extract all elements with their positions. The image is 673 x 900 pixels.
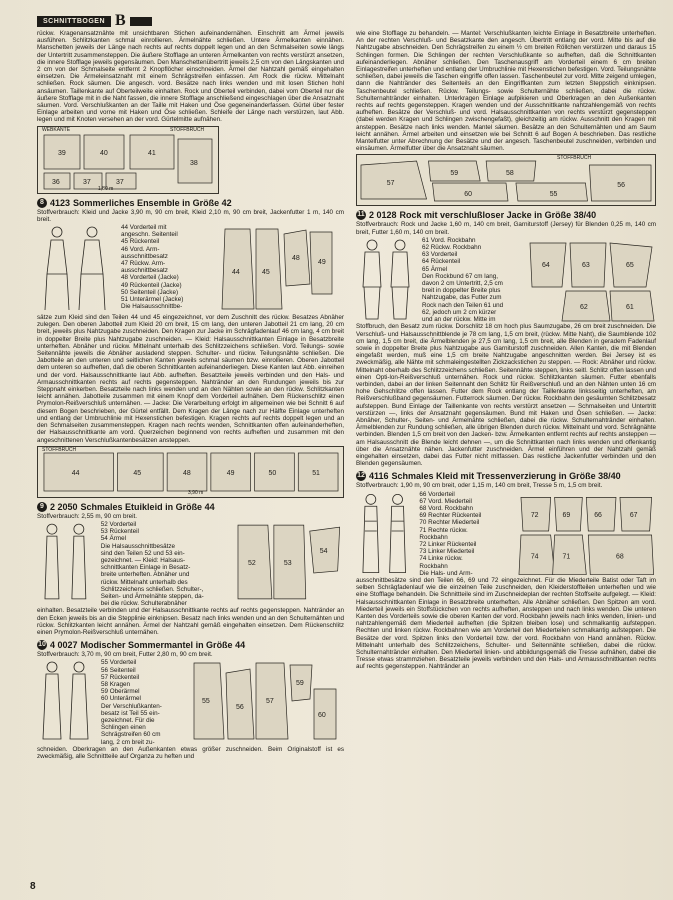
pattern-piece-entry: Schlingen einen — [101, 724, 146, 732]
pattern-piece-entry: breit in doppelter Breite plus — [422, 287, 501, 295]
svg-text:45: 45 — [262, 269, 270, 277]
pattern-piece-entry: angeschn. Seitenteil — [121, 231, 178, 239]
svg-text:37: 37 — [83, 178, 91, 186]
svg-text:65: 65 — [626, 261, 634, 269]
pattern-piece-entry: 62 Rückw. Rockbahn — [422, 244, 482, 252]
svg-text:74: 74 — [531, 553, 539, 561]
figure-10-coat — [37, 659, 97, 743]
header-bar — [130, 17, 152, 26]
pattern-piece-entry: 45 Rückenteil — [121, 238, 160, 246]
svg-text:38: 38 — [190, 159, 198, 167]
svg-text:56: 56 — [236, 704, 244, 712]
pattern-piece-entry: 72 Linker Rückenteil — [419, 540, 477, 548]
section-8-heading: Sommerliches Ensemble in Größe 42 — [73, 197, 232, 208]
svg-text:71: 71 — [562, 553, 571, 561]
svg-text:69: 69 — [562, 511, 571, 519]
section-12-code: 4116 — [369, 471, 389, 482]
pattern-piece-entry: 50 Seitenteil (Jacke) — [121, 288, 179, 296]
section-12-heading: Schmales Kleid mit Tressenverzierung in Größe 38/40 — [391, 471, 621, 482]
svg-text:68: 68 — [616, 553, 625, 561]
pattern-pieces-11 — [526, 237, 656, 323]
svg-text:40: 40 — [100, 149, 108, 157]
pattern-piece-entry: rückw. Mittelnaht unterhalb des — [100, 578, 188, 586]
svg-text:64: 64 — [542, 261, 550, 269]
section-8-code: 4123 — [50, 197, 71, 208]
section-11-number: 11 — [357, 211, 365, 219]
pattern-piece-entry: 74 Linke rückw. — [419, 555, 463, 563]
svg-text:54: 54 — [320, 547, 328, 555]
pattern-piece-entry: 54 Ärmel — [100, 535, 126, 543]
pattern-piece-entry: 48 Vorderteil (Jacke) — [121, 274, 179, 282]
pattern-piece-entry: 58 Kragen — [101, 680, 131, 688]
pattern-piece-entry: 73 Linker Miederteil — [419, 548, 475, 556]
svg-text:36: 36 — [52, 178, 60, 186]
svg-text:49: 49 — [226, 469, 235, 477]
section-11-body: Stoffbruch, den Besatz zum rückw. Dorschlitz 18 cm hoch plus Saumzugabe, 26 cm breit zuschneiden. Die Verschluß- und Halsausschnittblende je 78 cm lang, 1,5 cm breit, (rückw. Mitte Naht), die Saumblende 102 cm lang, 1,5 cm breit, die Ärmelblenden je 27,5 cm lang, 1,5 cm breit, alle Blenden in geradem Fadenlauf sowie in doppelter Breite plus Nahtzugabe aus Garniturstoff zuschneiden. Allen Kanten, die mit Blenden eingefaßt werden, muß eine 1,5 cm breite Nahtzugabe angeschnitten werden. Bei Jersey ist es zweckmäßig, alle Nähte mit schmaleingestellten Zickzackstichen zu steppen. — Rock: Abnäher und rückw. Mittelnaht oberhalb des Schlitzzeichens schließen. Seitennähte steppen, links seitl. Schlitz offen lassen und einen Opti-lon-Reißverschluß unternähen. Rock und rückw. Schlitzkanten säumen. Futter ebenfalls verbinden, dabei an der linken Seitennaht den Schlitz für Reißverschluß und an den Nähten unten 16 cm hohe Gehschlitze offen lassen. Futter dem Rock entlang der Taillenkante linksseitig unterheften, am Reißverschlußband gegensäumen. Futterrock säumen. Der rückw. Rockbahn den gesäumten Schlitzbesatz aufsteppen. Bund Einlage der Taillenkante von rechts verstürzt ansetzen — Schmalseiten und Untertritt verstürzen —, links der Ansatznaht gegensäumen. Bund mit Haken und Ösen schließen. — Jacke: Abnäher, Schulter-, Seiten- und Ärmelnähte schließen, dabei die rückw. Schulternahtränder einhalten. Ärmelblenden zur Rundung schließen, alle übrigen Blenden durch rückw. Mittelnaht und vord. Schrägnähte verbinden. Blenden 1,5 cm breit von den Jacken- bzw. Ärmelkanten entfernt rechts auf rechts ansteppen — am Halsausschnitt die Blende leicht dehnen —, um die Schnittkanten nach links wenden und offenkantig über die Ansatznähte nähen. Jackenfutter zuschneiden. Ärmel einführen und der Nahtzahl gemäß eingehalten einsetzen, dabei das Futter nicht mitfassen. Das restliche Jackenfutter verbinden und den Blenden gegensäumen. — [356, 323, 656, 468]
svg-text:41: 41 — [148, 149, 156, 157]
section-12-pieces — [419, 491, 513, 577]
page-header — [37, 14, 152, 28]
section-10-code: 4 0027 — [50, 640, 78, 651]
pattern-piece-entry: 65 Ärmel — [422, 265, 448, 273]
pattern-piece-entry: 61 Vord. Rockbahn — [422, 236, 476, 244]
page-number: 8 — [30, 881, 36, 892]
pattern-piece-entry: ausschnittbesatz — [121, 252, 168, 260]
section-8-usage: Stoffverbrauch: Kleid und Jacke 3,90 m, 90 cm breit, Kleid 2,10 m, 90 cm breit, Jackenfutter 1 m, 140 cm breit. — [37, 208, 344, 223]
pattern-piece-entry: 69 Rechter Rückenteil — [419, 512, 482, 520]
pattern-piece-entry: 63 Vorderteil — [422, 251, 458, 259]
pattern-piece-entry: Schlitzzeichens schließen. Schulter-, — [100, 585, 204, 593]
pattern-piece-entry: 57 Rückenteil — [101, 673, 140, 681]
pattern-piece-entry: Rock nach den Teilen 61 und — [422, 301, 504, 309]
section-11-pieces — [422, 237, 522, 323]
intro-text-right: wie eine Stofflage zu behandeln. — Mantel: Verschlußkanten leichte Einlage in Besatzbreite unterheften. An der rechten Verschluß- und Besatzkante den angesch. Übertritt entlang der vord. Mitte bis auf die Nahtzugabe abschneiden. Den Schrägstreifen zu einem ½ cm breiten Röllchen verstürzen und daraus 15 Schlingen formen. Die Schlingen der rechten Verschlußkante so aufheften, daß die Schnittkanten aufeinanderliegen. Abnäher schließen. Den Taschenausgriff am Vorderteil einem 6 cm breiten Einlagestreifen unterheften und entlang der Umbruchlinie mit Hexenstichen befestigen. Vord. Teilungsnähte schließen, dabei jeweils die Taschen eingriffe offen lassen. Taschenbeutel zur vord. Mitte zeigend umlegen, dann die Nahtränder des Seitenteils an den Eingriffkanten zum letzten Steppstich einknipsen. Taschenbeutel schließen. Rückw. Teilungs- sowie Schulternähte schließen, dabei die rückw. Schulternahtränder einhalten. Unterkragen Einlage aufpikieren und Oberkragen an den Außenkanten rechts auf rechts gegensteppen. Kragen wenden und der Ausschnittkante nahtzahlengemäß von rechts aufheften. Besätze der Verschluß- und vord. Halsausschnittkanten von rechts verstürzt gegensteppen (dabei werden Kragen und Schlingen zwischengefaßt), gleichzeitig am rückw. Ausschnitt den Kragen mit ansteppen. Besätze nach links wenden. Mantel säumen. Besätze an den Schulternähten und am Saum leicht annähen. Ärmel arbeiten und einsetzen wie bei Schnitt 6 auf Bogen A beschrieben. Das restliche Mantelfutter unter Abrechnung der Besätze und der angesch. Taschenbeutel zuschneiden, verbinden und einsäumen. Ärmelfutter über die Ansatznaht säumen. — [356, 30, 656, 153]
pattern-piece-entry: 70 Rechter Miederteil — [419, 519, 480, 527]
pattern-piece-entry: 52 Vorderteil — [100, 520, 137, 528]
svg-text:53: 53 — [284, 559, 292, 567]
pattern-piece-entry: schnittkanten Einlage in Besatz- — [100, 564, 191, 572]
pattern-piece-entry: 53 Rückenteil — [100, 528, 139, 536]
pattern-piece-entry: 49 Rückenteil (Jacke) — [121, 281, 182, 289]
section-11-heading: Rock mit verschlußloser Jacke in Größe 38/40 — [399, 210, 597, 221]
pattern-piece-entry: gezeichnet. — Kleid: Halsaus- — [100, 556, 186, 564]
section-8-title — [37, 198, 344, 208]
pattern-piece-entry: 55 Vorderteil — [101, 659, 137, 667]
section-tag: SCHNITTBOGEN — [37, 16, 111, 27]
pattern-piece-entry: 68 Vord. Rockbahn — [419, 504, 473, 512]
pattern-pieces-12 — [517, 491, 656, 577]
section-9-title — [37, 502, 344, 512]
section-10-pieces — [101, 659, 186, 745]
svg-text:72: 72 — [531, 511, 539, 519]
pattern-piece-entry: Nahtzugabe, das Futter zum — [422, 294, 502, 302]
section-12-body: ausschnittbesätze sind den Teilen 66, 69 und 72 eingezeichnet. Für die Miederteile Batist oder Taft im selben Schrägfadenlauf wie die einzelnen Teile zuschneiden, den Kleiderstoffteilen unterheften und wie eine Stofflage behandeln. Die Schnittteile sind im Zuschneideplan der rechten Stoffseite aufgelegt. — Kleid: Halsausschnittkanten Einlage in Besatzbreite unterheften. Alle Abnäher schließen. Den Spitzen am vord. Miederteil jeweils ein Stoffstückchen von rechts aufheften, ansteppen und nach links wenden. Die unteren Kanten des Vorderteils sowie die oberen Kanten der vord. Rockbahn jeweils nach links wenden, linien- und nahtzahlengemäß dem Miederteil aufheften (die Spitzen bleiben lose) und schmalkantig aufsteppen. Rechten und linken rückw. Rockbahnen wie am Vorderteil den Miederteilen schmalkantig aufsteppen. Die Besätze der vord. Spitzen links den Vorderteil bzw. der vord. Rockbahn von Hand annähen. Rückw. Mittelnaht unterhalb des Schlitzzeichens, Schulter- und Seitennähte schließen, dabei die rückw. Schulternahtränder einhalten. Den Miederteil linien- und abbildungsgemäß die Tresse aufnähen, dabei die Tresse etwas strammziehen. Besatzteile jeweils verbinden und den Hals- und Armausschnittkanten rechts auf rechts gegensteppen. Nahtränder an — [356, 577, 656, 671]
pattern-piece-entry: 59 Oberärmel — [101, 688, 140, 696]
svg-text:59: 59 — [296, 680, 304, 688]
pattern-piece-entry: breite unterheften. Abnäher und — [100, 571, 190, 579]
section-9-body: einhalten. Besatzteile verbinden und der Halsausschnittkante rechts auf rechts gegensteppen. Nahtränder an den Ecken jeweils bis an die Stepplinie einknipsen. Besatz nach links wenden und an den Schulternähten und rückw. Schlitzkanten leicht annähen. Ärmel der Nahtzahl gemäß eingehalten einsetzen. Dem Rückenschlitz einen Prymolon-Reißverschluß unternähen. — [37, 607, 344, 636]
pattern-pieces-10 — [190, 659, 340, 743]
svg-text:55: 55 — [202, 698, 210, 706]
pattern-piece-entry: ausschnittbesatz — [121, 267, 168, 275]
svg-text:57: 57 — [266, 698, 274, 706]
section-12-usage: Stoffverbrauch: 1,90 m, 90 cm breit, oder 1,15 m, 140 cm breit, Tresse 5 m, 1,5 cm breit. — [356, 482, 603, 490]
section-8-body: sätze zum Kleid sind den Teilen 44 und 45 eingezeichnet, vor dem Zuschnitt des rückw. Besatzes Abnäher zulegen. Den oberen Jabotteil zum Kleid 20 cm breit, 15 cm lang, den unteren Jabotteil 21 cm lang, 20 cm breit, jeweils plus Nahtzugabe zuschneiden. Den Kragen zur Jacke im Schrägfadenlauf 46 cm lang, 4 cm breit in doppelter Breite plus Nahtzugabe zuschneiden. — Kleid: Halsausschnittkanten Einlage in Besatzbreite unterheften. Abnäher und rückw. Mittelnaht unterhalb des Schlitzzeichens schließen. Vord. Teilungs- sowie Seitennähte jeweils die Abnäher ausladend steppen. Schulter- und rückw. Teilungsnähte schließen. Die Jabotteile an den unteren und seitlichen Kanten jeweils schmal säumen bzw. einrollieren. Oberen Jabotteil dem unteren so aufheften, daß die oberen Schnittkanten aufeinanderliegen. Diese Kanten laut Abb. einreihen und der vord. Halsausschnittkante laut Abb. aufheften. Besatzteile jeweils verbinden und den Hals- und Armausschnittkanten rechts auf rechts gegensteppen. Nahtränder an den Rundungen jeweils bis zur Steppnaht einkerben. Besatzteile nach links wenden und an den Nähten sowie an den rückw. Schlitzkanten leicht annähen. Jabotteile zusammen mit einem Knopf dem Vorderteil aufnähen. Dem Rückenschlitz einen Prymolon-Reißverschluß unternähen. — Jacke: Die Verarbeitung erfolgt im allgemeinen wie bei Schnitt 6 auf diesem Bogen beschrieben, der Gürtel entfällt. Dem Kragen der Länge nach zur Hälfte Einlage unterheften und entlang der Umbruchlinie mit Hexenstichen befestigen. Kragen rechts auf rechts doppelt legen und an den Schmalseiten zusammensteppen. Kragen nach rechts wenden, Schnittkanten offen aufeinanderheften, der Halsausschnittkante am vord. Querzeichen beginnend von rechts aufheften und zusammen mit den angeschnittenen Verschlußkantenbesätzen ansteppen. — [37, 314, 344, 444]
layout-diagram-8 — [37, 446, 344, 498]
pattern-piece-entry: 64 Rückenteil — [422, 258, 461, 266]
figure-12-dress — [356, 491, 415, 577]
section-9-heading: Schmales Etuikleid in Größe 44 — [80, 501, 215, 512]
figure-8-dress — [37, 224, 117, 314]
pattern-piece-entry: 56 Seitenteil — [101, 666, 136, 674]
svg-text:51: 51 — [312, 469, 320, 477]
pattern-piece-entry: 47 Rückw. Arm- — [121, 260, 166, 268]
pattern-piece-entry: 67 Vord. Miederteil — [419, 497, 472, 505]
fold-label-10: STOFFBRUCH — [557, 155, 592, 162]
section-10-body: schneiden. Oberkragen an den Außenkanten etwas größer zuschneiden. Beim Originalstoff ist es zweckmäßig, alle Schnittteile auf Organza zu heften und — [37, 745, 344, 760]
width-label: 1,80 m — [98, 185, 114, 192]
right-column — [356, 30, 656, 672]
svg-text:60: 60 — [464, 191, 473, 199]
pattern-piece-entry: 62, jedoch um 2 cm kürzer — [422, 308, 497, 316]
pattern-piece-entry: Die Hals- und Arm- — [419, 569, 473, 577]
section-8-pieces — [121, 224, 216, 314]
figure-11-suit — [356, 237, 418, 323]
section-9-pieces — [101, 521, 231, 607]
figure-9-dress — [37, 521, 97, 603]
svg-text:44: 44 — [71, 469, 80, 477]
fold-label-8: STOFFBRUCH — [42, 446, 77, 453]
section-10-title — [37, 640, 344, 650]
section-11-code: 2 0128 — [369, 210, 397, 221]
section-11-title — [356, 210, 656, 220]
svg-text:59: 59 — [450, 170, 459, 178]
svg-text:49: 49 — [318, 259, 326, 267]
svg-text:57: 57 — [386, 180, 395, 188]
section-10-heading: Modischer Sommermantel in Größe 44 — [80, 640, 246, 651]
svg-text:37: 37 — [116, 178, 124, 186]
svg-text:66: 66 — [594, 511, 603, 519]
svg-text:39: 39 — [58, 149, 66, 157]
pattern-piece-entry: 51 Unterärmel (Jacke) — [121, 296, 184, 304]
width-label-8: 3,90 m — [188, 489, 204, 496]
svg-text:44: 44 — [232, 269, 240, 277]
section-9-code: 2 2050 — [50, 501, 78, 512]
pattern-piece-entry: Den Rockbund 67 cm lang, — [422, 272, 498, 280]
fold-label: STOFFBRUCH — [170, 126, 205, 133]
sheet-letter: B — [115, 12, 126, 29]
selvedge-label: WEBKANTE — [42, 126, 71, 133]
pattern-piece-entry: Die Halsausschnittbesätze — [100, 542, 175, 550]
section-11-usage: Stoffverbrauch: Rock und Jacke 1,60 m, 140 cm breit, Garniturstoff (Jersey) für Blenden 0,25 m, 140 cm breit, Futter 1,60 m, 140 cm breit. — [356, 221, 656, 236]
section-10-usage: Stoffverbrauch: 3,70 m, 90 cm breit, Futter 2,80 m, 90 cm breit. — [37, 651, 213, 659]
svg-text:61: 61 — [626, 303, 634, 311]
svg-text:52: 52 — [248, 559, 257, 567]
pattern-piece-entry: davon 2 cm Untertritt, 2,5 cm — [422, 280, 503, 288]
pattern-piece-entry: Seiten- und Ärmelnähte steppen, da- — [100, 592, 204, 600]
layout-diagram-10 — [356, 154, 656, 206]
pattern-piece-entry: 46 Vord. Arm- — [121, 245, 160, 253]
pattern-piece-entry: Rockbahn — [419, 562, 448, 570]
section-12-title — [356, 471, 656, 481]
svg-text:62: 62 — [580, 303, 588, 311]
svg-text:67: 67 — [630, 511, 638, 519]
pattern-piece-entry: Der Verschlußkanten- — [101, 702, 162, 710]
pattern-piece-entry: gezeichnet. Für die — [101, 716, 155, 724]
pattern-piece-entry: lang, 2 cm breit zu- — [101, 738, 155, 746]
section-12-number: 12 — [357, 472, 365, 480]
section-8-number: 8 — [37, 198, 47, 208]
svg-text:48: 48 — [183, 469, 191, 477]
pattern-piece-entry: 66 Vorderteil — [419, 490, 455, 498]
left-column — [37, 30, 344, 761]
section-9-usage: Stoffverbrauch: 2,55 m, 90 cm breit. — [37, 512, 137, 520]
pattern-piece-entry: und an der rückw. Mitte im — [422, 316, 496, 324]
pattern-piece-entry: besatz ist Teil 55 ein- — [101, 709, 160, 717]
pattern-pieces-9 — [234, 521, 344, 603]
pattern-piece-entry: 44 Vorderteil mit — [121, 224, 167, 232]
pattern-pieces-8 — [220, 224, 335, 314]
pattern-piece-entry: Die Halsausschnittbe- — [121, 303, 183, 311]
pattern-piece-entry: sind den Teilen 52 und 53 ein- — [100, 549, 185, 557]
pattern-piece-entry: bei die rückw. Schulterabnäher — [100, 600, 187, 608]
pattern-piece-entry: 60 Unterärmel — [101, 695, 141, 703]
svg-text:56: 56 — [617, 182, 625, 190]
svg-text:48: 48 — [292, 255, 300, 263]
svg-text:45: 45 — [133, 469, 142, 477]
svg-text:63: 63 — [582, 261, 590, 269]
svg-text:60: 60 — [318, 712, 326, 720]
svg-text:58: 58 — [506, 170, 514, 178]
section-10-number: 10 — [38, 641, 46, 649]
pattern-piece-entry: Schrägstreifen 60 cm — [101, 731, 161, 739]
pattern-piece-entry: Rockbahn — [419, 533, 448, 541]
layout-diagram-7 — [37, 126, 219, 194]
section-9-number: 9 — [37, 502, 47, 512]
svg-text:55: 55 — [549, 191, 558, 199]
intro-text-left: rückw. Kragenansatznähte mit unsichtbaren Stichen aufeinandernähen. Einschnitt am Ärmel jeweils ausführen. Schlitzkanten schmal einrollieren. Ärmelnähte schließen. Untere Ärmelkanten einnähen. Manschetten jeweils der Länge nach rechts auf rechts doppelt legen und an den Schmalseiten sowie längs der Untertritt zusammensteppen. Die äußere Stofflage an unteren Ärmelkanten von rechts verstürzt ansetzen, die innere Stofflage jeweils gegensäumen. Den Manschettenübertritt jeweils 2,5 cm von den Längskanten und 2 cm von der Schmalseite entfernt 2 Knopflöcher einschneiden. Ärmel der Nahtzahl gemäß eingehalten einsetzen. Die Ärmeleinsatznaht mit einem Schrägstreifen einfassen. Am Rock die rückw. Mittelnaht schließen. Rock säumen. Die angesch. vord. Besätze nach links wenden und mit losen Stichen hohl ansäumen. Taillenkante auf Oberteilweite einhalten. Rock und Oberteil verbinden, dabei vom Oberteil nur die äußere Stofflage mit in die Naht fassen, die innere Stofflage anschließend eingeschlagen über die Ansatznaht säumen. Vord. Verschlußkanten an der Taille mit Haken und Öse gegeneinanderfassen. Gürtel über fester Einlage arbeiten und vorne mit Haken und Öse schließen. Schleife der Länge nach verstürzen, laut Abb. legen und mit Knoten versehen an der vord. Gürtelmitte aufnähen. — [37, 30, 344, 124]
svg-text:50: 50 — [268, 469, 277, 477]
pattern-piece-entry: 71 Rechte rückw. — [419, 526, 468, 534]
